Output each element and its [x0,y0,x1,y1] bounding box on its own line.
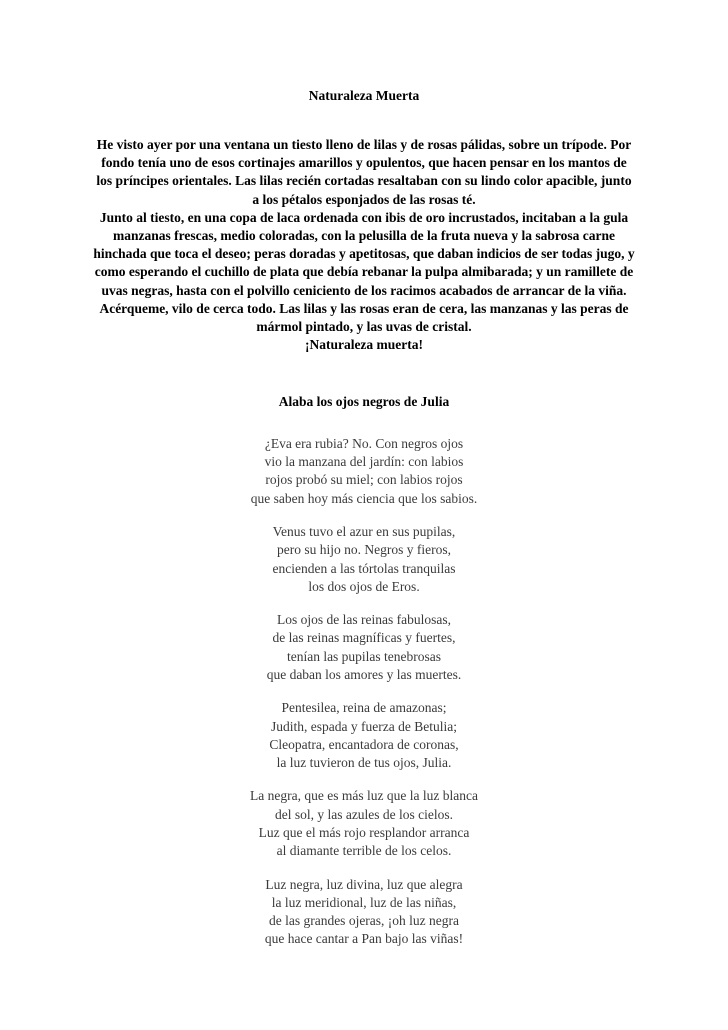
poem-line: pero su hijo no. Negros y fieros, [277,542,451,558]
prose-line: ¡Naturaleza muerta! [304,337,424,353]
poem-stanza [0,611,728,684]
prose-line: hinchada que toca el deseo; peras doradas y apetitosas, que daban indicios de ser todas jugo, y [93,246,635,262]
prose-line: a los pétalos esponjados de las rosas té. [252,191,476,207]
poem-title: Alaba los ojos negros de Julia [278,394,450,409]
poem-line: que daban los amores y las muertes. [266,666,462,682]
poem-line: de las grandes ojeras, ¡oh luz negra [268,912,460,928]
poem-line: Luz negra, luz divina, luz que alegra [265,876,463,892]
poem-line: Pentesilea, reina de amazonas; [281,700,447,716]
poem-line: La negra, que es más luz que la luz blanca [250,788,478,804]
poem-stanza [0,523,728,596]
poem-line: Judith, espada y fuerza de Betulia; [271,718,457,734]
poem-line: ¿Eva era rubia? No. Con negros ojos [264,436,464,451]
prose-body [82,136,646,354]
poem-stanza [0,787,728,860]
prose-line: manzanas frescas, medio coloradas, con la pelusilla de la fruta nueva y la sabrosa carne [113,228,615,244]
poem-line: que saben hoy más ciencia que los sabios. [250,490,478,506]
poem-line: la luz tuvieron de tus ojos, Julia. [276,754,452,770]
poem-line: rojos probó su miel; con labios rojos [265,472,463,488]
poem-stanza [0,699,728,772]
poem-line: Venus tuvo el azur en sus pupilas, [272,524,456,540]
prose-line: los príncipes orientales. Las lilas recién cortadas resaltaban con su lindo color apacible, junto [96,173,632,189]
poem-line: Luz que el más rojo resplandor arranca [258,824,470,840]
poem-stanza [0,435,728,508]
poem-line: encienden a las tórtolas tranquilas [272,560,456,576]
prose-line: mármol pintado, y las uvas de cristal. [256,319,472,335]
prose-line: Junto al tiesto, en una copa de laca ordenada con ibis de oro incrustados, incitaban a la gula [99,209,629,225]
prose-line: uvas negras, hasta con el polvillo ceniciento de los racimos acabados de arrancar de la viña. [101,282,627,298]
poem-line: Los ojos de las reinas fabulosas, [277,612,451,628]
poem-line: Cleopatra, encantadora de coronas, [269,736,459,752]
poem-line: de las reinas magníficas y fuertes, [272,630,456,646]
poem-body [0,435,728,964]
prose-line: fondo tenía uno de esos cortinajes amarillos y opulentos, que hacen pensar en los mantos de [101,155,627,171]
prose-line: Acérqueme, vilo de cerca todo. Las lilas y las rosas eran de cera, las manzanas y las peras de [99,300,629,316]
poem-line: vio la manzana del jardín: con labios [264,454,464,470]
poem-line: la luz meridional, luz de las niñas, [271,894,457,910]
poem-line: al diamante terrible de los celos. [276,843,452,859]
document-title: Naturaleza Muerta [308,88,420,103]
poem-line: los dos ojos de Eros. [308,578,420,594]
poem-line: que hace cantar a Pan bajo las viñas! [264,931,464,947]
prose-line: como esperando el cuchillo de plata que debía rebanar la pulpa almibarada; y un ramillete de [94,264,634,280]
poem-line: del sol, y las azules de los cielos. [274,806,454,822]
prose-line: He visto ayer por una ventana un tiesto lleno de lilas y de rosas pálidas, sobre un trípode. Por [96,137,632,152]
poem-line: tenían las pupilas tenebrosas [286,648,442,664]
poem-stanza [0,876,728,949]
